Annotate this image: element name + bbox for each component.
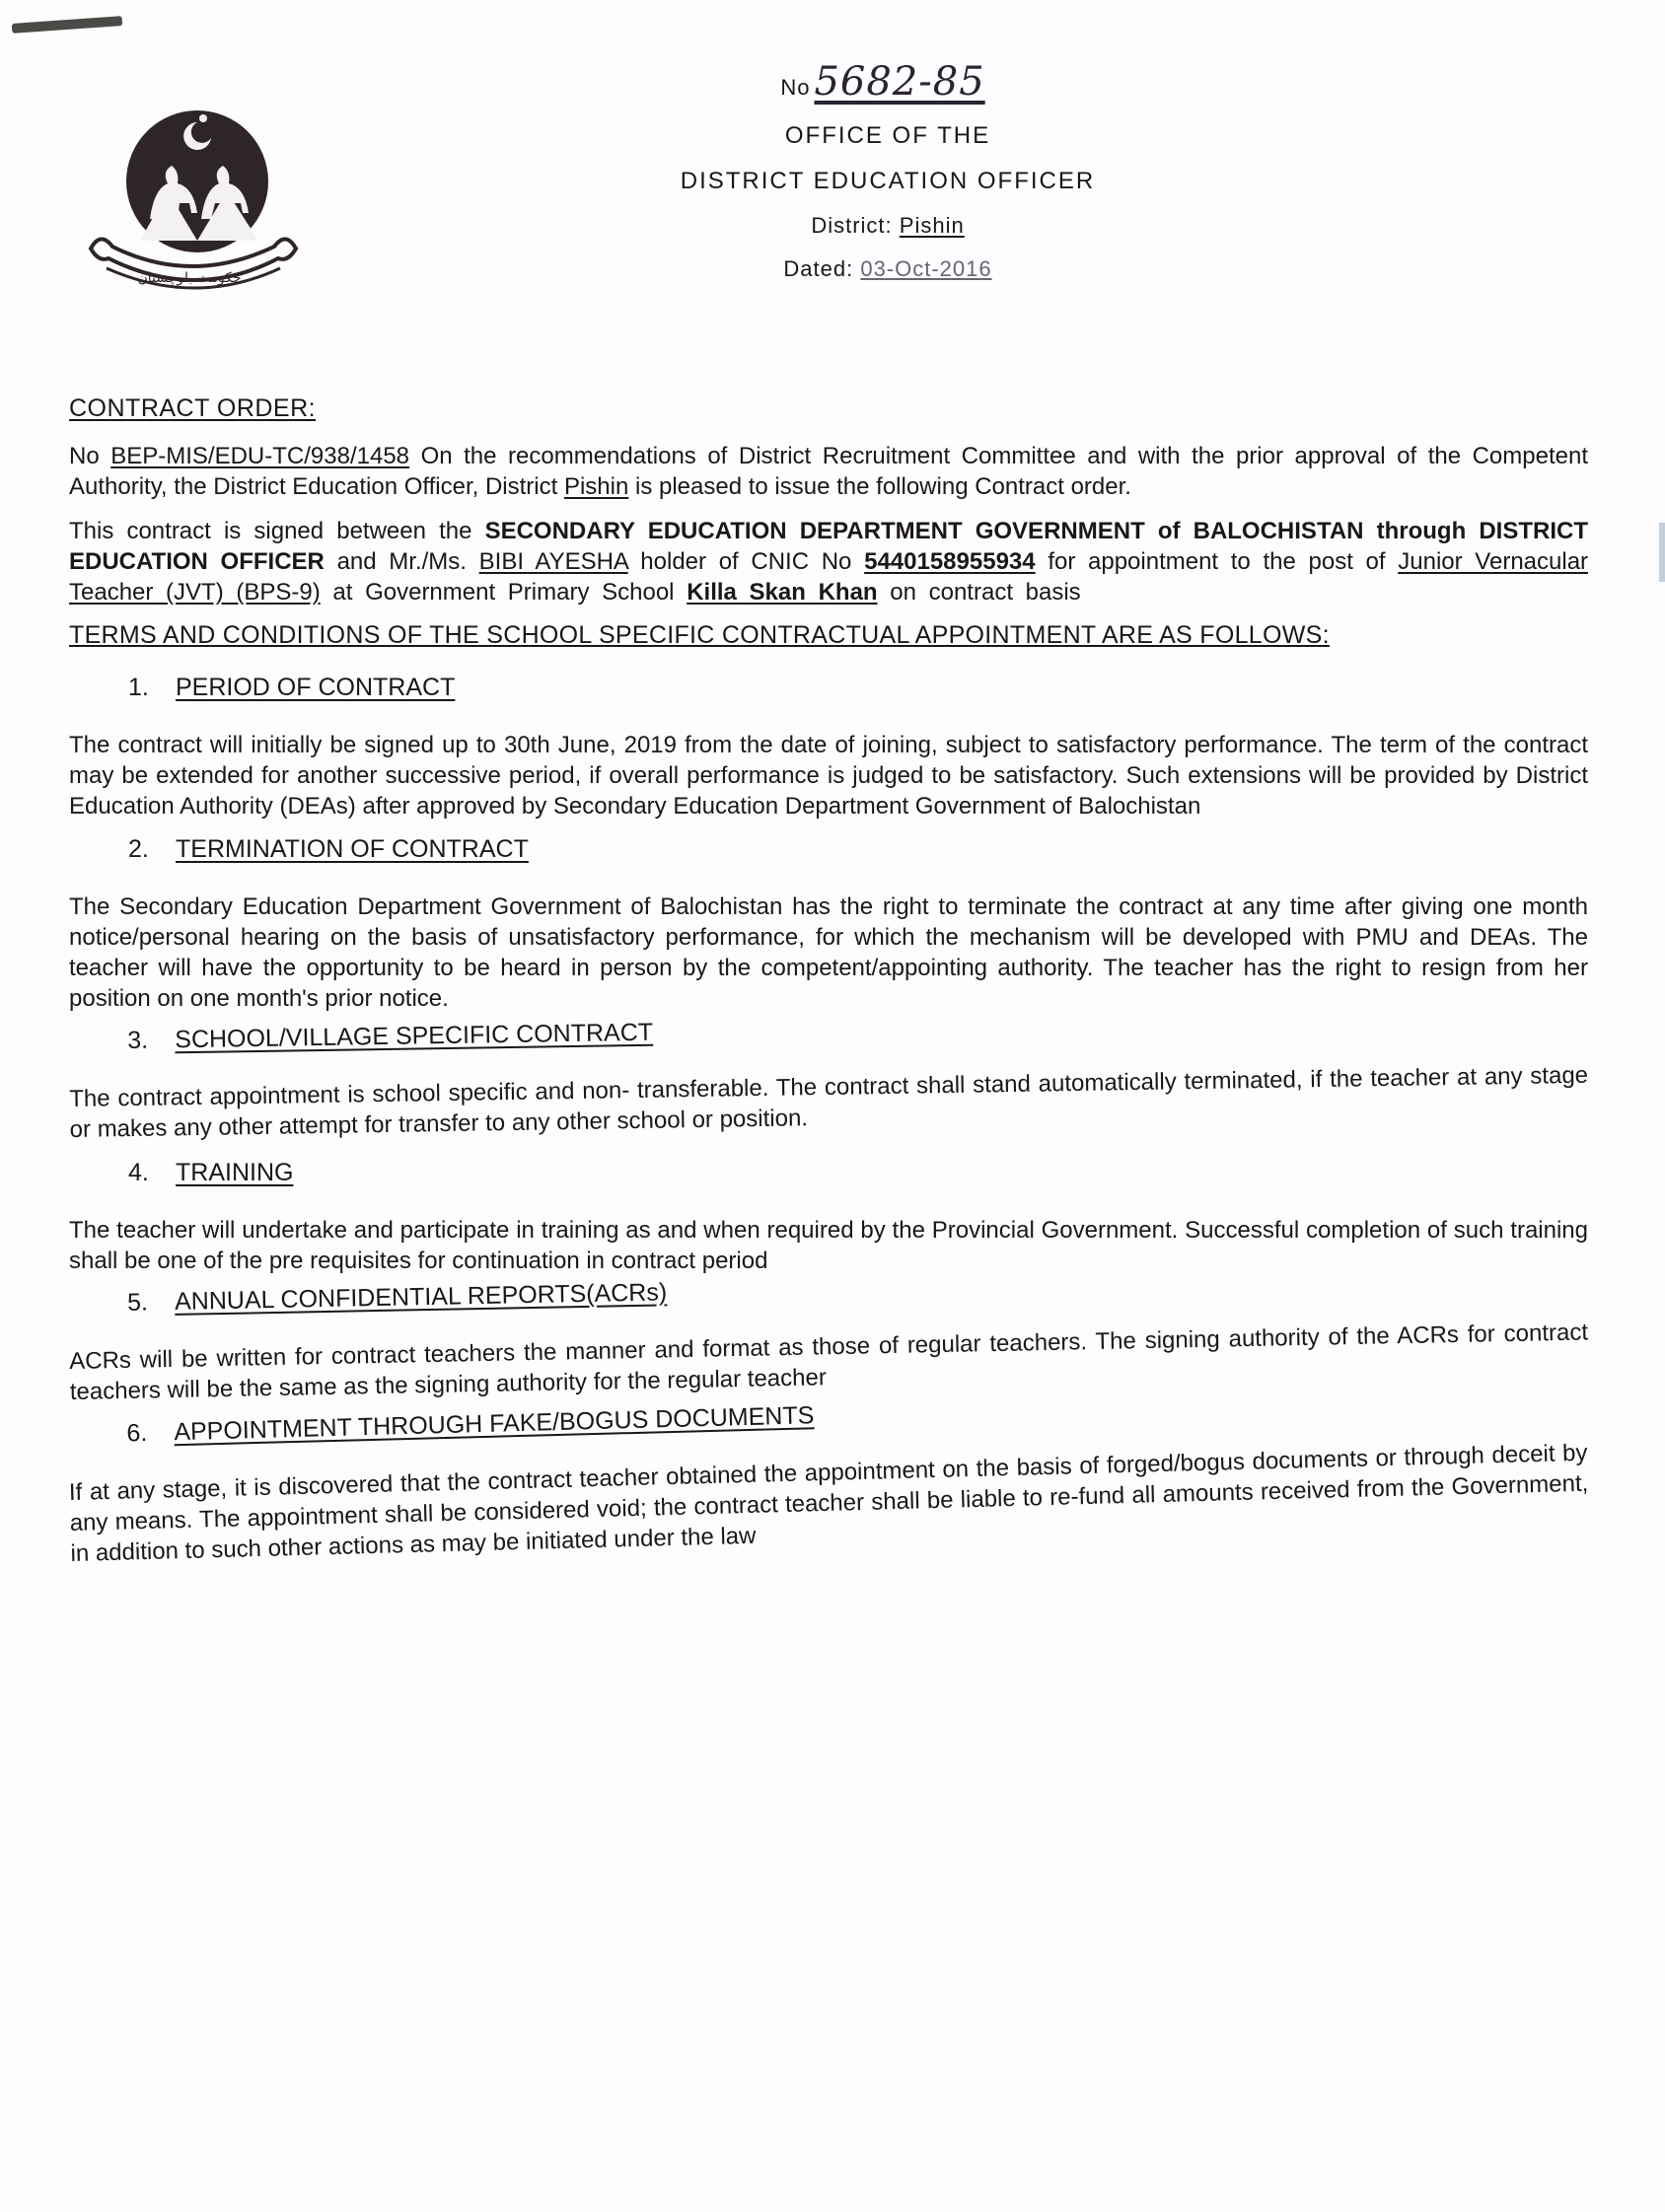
section-termination-of-contract [69,835,1588,1014]
section-heading [69,674,1588,702]
section-title: TRAINING [176,1159,294,1186]
order-intro-text: On the recommendations of District Recruitment Committee and with the prior approval of the Competent Authority, the District Education Officer, District [69,443,1588,500]
teacher-name: BIBI AYESHA [478,548,628,575]
district-label: District: [811,213,893,238]
section-number: 2. [128,835,149,863]
balochistan-emblem-icon [71,103,308,310]
district-line [612,213,1164,239]
order-district: Pishin [563,473,629,500]
section-text: The contract appointment is school specific and non- transferable. The contract shall stand automatically terminated, if the teacher at any stage or makes any other attempt for transfer to any other school or position. [68,1061,1589,1143]
office-line-2: DISTRICT EDUCATION OFFICER [680,168,1096,194]
dated-line [612,256,1164,282]
order-intro [69,441,1588,502]
contract-text: on contract basis [890,579,1081,606]
section-number: 5. [126,1288,149,1317]
section-title: SCHOOL/VILLAGE SPECIFIC CONTRACT [175,1018,654,1054]
dated-value: 03-Oct-2016 [860,256,992,281]
order-title: CONTRACT ORDER: [69,394,317,422]
section-text: ACRs will be written for contract teachers the manner and format as those of regular teachers. The signing authority of the ACRs for contract teachers will be the same as the signing authority for the regular teacher [68,1319,1589,1405]
section-text: The contract will initially be signed up to 30th June, 2019 from the date of joining, subject to satisfactory performance. The term of the contract may be extended for another successive period, if overall performance is judged to be satisfactory. Such extensions will be provided by District Education Authority (DEAs) after approved by Secondary Education Department Government of Balochistan [69,732,1588,820]
post-title: Junior Vernacular Teacher (JVT) (BPS-9) [69,548,1589,606]
section-school-village-specific [68,1004,1589,1145]
contract-party: SECONDARY EDUCATION DEPARTMENT GOVERNMENT of BALOCHISTAN through DISTRICT EDUCATION OFFICER [69,518,1589,575]
cnic-number: 5440158955934 [864,548,1036,575]
section-number: 3. [127,1026,149,1055]
school-name: Killa Skan Khan [687,579,878,606]
section-number: 6. [126,1418,148,1448]
section-title: ANNUAL CONFIDENTIAL REPORTS(ACRs) [174,1278,668,1316]
terms-title: TERMS AND CONDITIONS OF THE SCHOOL SPECIFIC CONTRACTUAL APPOINTMENT ARE AS FOLLOWS: [69,621,1330,649]
section-number: 4. [128,1159,149,1186]
contract-text: This contract is signed between the [69,518,472,544]
section-training [69,1159,1588,1276]
section-text: The teacher will undertake and participate in training as and when required by the Provincial Government. Successful completion of such training shall be one of the pre requisites for continuation in contract period [69,1217,1588,1274]
contract-text: and Mr./Ms. [336,548,467,575]
document-body [69,394,1588,1583]
section-heading [69,835,1588,864]
district-value: Pishin [899,213,965,238]
section-text: The Secondary Education Department Government of Balochistan has the right to terminate the contract at any time after giving one month notice/personal hearing on the basis of unsatisfactory performance, for which the mechanism will be developed with PMU and DEAs. The teacher will have the opportunity to be heard in person by the competent/appointing authority. The teacher has the right to resign from her position on one month's prior notice. [69,893,1588,1012]
section-heading [69,1159,1588,1187]
reference-number-value: 5682-85 [814,59,985,105]
section-number: 1. [128,674,149,701]
order-intro-text-end: is pleased to issue the following Contract order. [635,473,1131,500]
contract-text: at Government Primary School [332,579,675,606]
section-title: TERMINATION OF CONTRACT [176,835,529,863]
office-header [612,59,1164,282]
emblem-motto: حکومت بلوچستان [137,270,242,286]
scan-mark [12,16,122,34]
section-annual-confidential-reports [68,1260,1589,1407]
section-title: PERIOD OF CONTRACT [176,674,456,701]
section-text: If at any stage, it is discovered that the contract teacher obtained the appointment on the basis of forged/bogus documents or through deceit by any means. The appointment shall be considered void; the contract teacher shall be liable to re-fund all amounts received from the Government, in addition to such other actions as may be initiated under the law [68,1439,1589,1567]
section-period-of-contract [69,674,1588,821]
section-title: APPOINTMENT THROUGH FAKE/BOGUS DOCUMENTS [173,1401,815,1447]
section-fake-bogus-documents [67,1382,1589,1569]
contract-text: holder of CNIC No [640,548,852,575]
dated-label: Dated: [783,256,854,281]
contract-text: for appointment to the post of [1048,548,1386,575]
reference-number [612,59,1164,105]
scan-edge-mark [1659,523,1665,582]
order-no-value: BEP-MIS/EDU-TC/938/1458 [110,443,410,469]
reference-number-label: No [780,75,811,100]
order-no-label: No [69,443,100,469]
office-line-1: OFFICE OF THE [784,122,991,149]
contract-statement [69,516,1588,607]
